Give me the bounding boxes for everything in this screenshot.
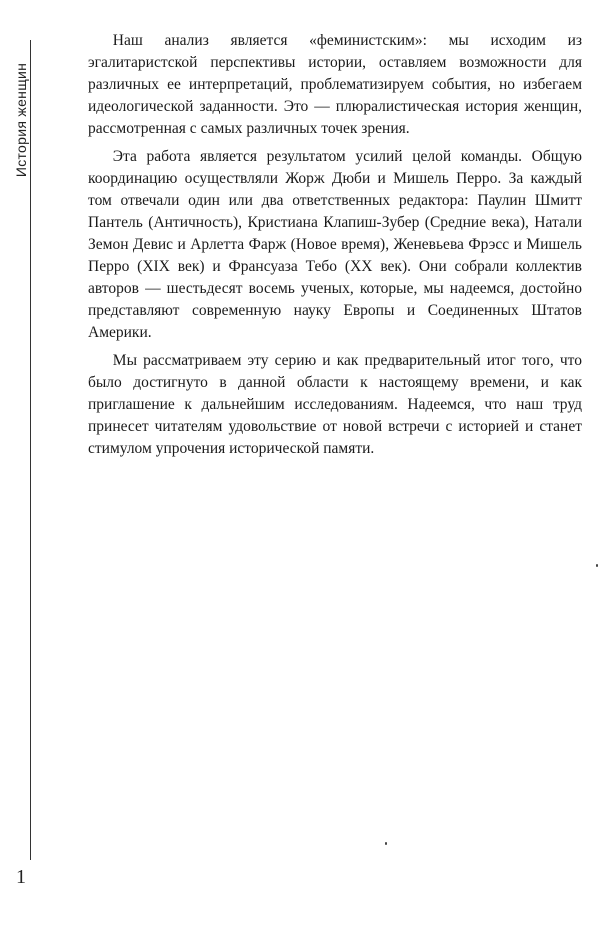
paragraph: Мы рассматриваем эту серию и как предварительный итог того, что было достигнуто в данной области к настоящему времени, и как приглашение к дальнейшим исследованиям. Надеемся, что наш труд принесет читателям удовольствие от новой встречи с историей и станет стимулом упрочения исторической памяти. <box>88 352 582 457</box>
margin-rule <box>30 40 31 860</box>
paragraph: Эта работа является результатом усилий целой команды. Общую координацию осуществляли Жорж Дюби и Мишель Перро. За каждый том отвечали один или два ответственных редактора: Паулин Шмитт Пантель (Античность), Кристиана Клапиш-Зубер (Средние века), Натали Земон Девис и Арлетта Фарж (Новое время), Женевьева Фрэсс и Мишель Перро (XIX век) и Франсуаза Тебо (XX век). Они собрали коллектив авторов — шестьдесят восемь ученых, которые, мы надеемся, достойно представляют современную науку Европы и Соединенных Штатов Америки. <box>88 148 582 341</box>
page-number: 1 <box>16 866 26 888</box>
paragraph: Наш анализ является «феминистским»: мы исходим из эгалитаристской перспективы истории, оставляем возможности для различных ее интерпретаций, проблематизируем события, но избегаем идеологической заданности. Это — плюралистическая история женщин, рассмотренная с самых различных точек зрения. <box>88 32 582 137</box>
scan-speck <box>596 564 598 567</box>
body-text <box>88 30 582 466</box>
scan-speck <box>385 842 387 845</box>
running-head: История женщин <box>13 62 29 178</box>
